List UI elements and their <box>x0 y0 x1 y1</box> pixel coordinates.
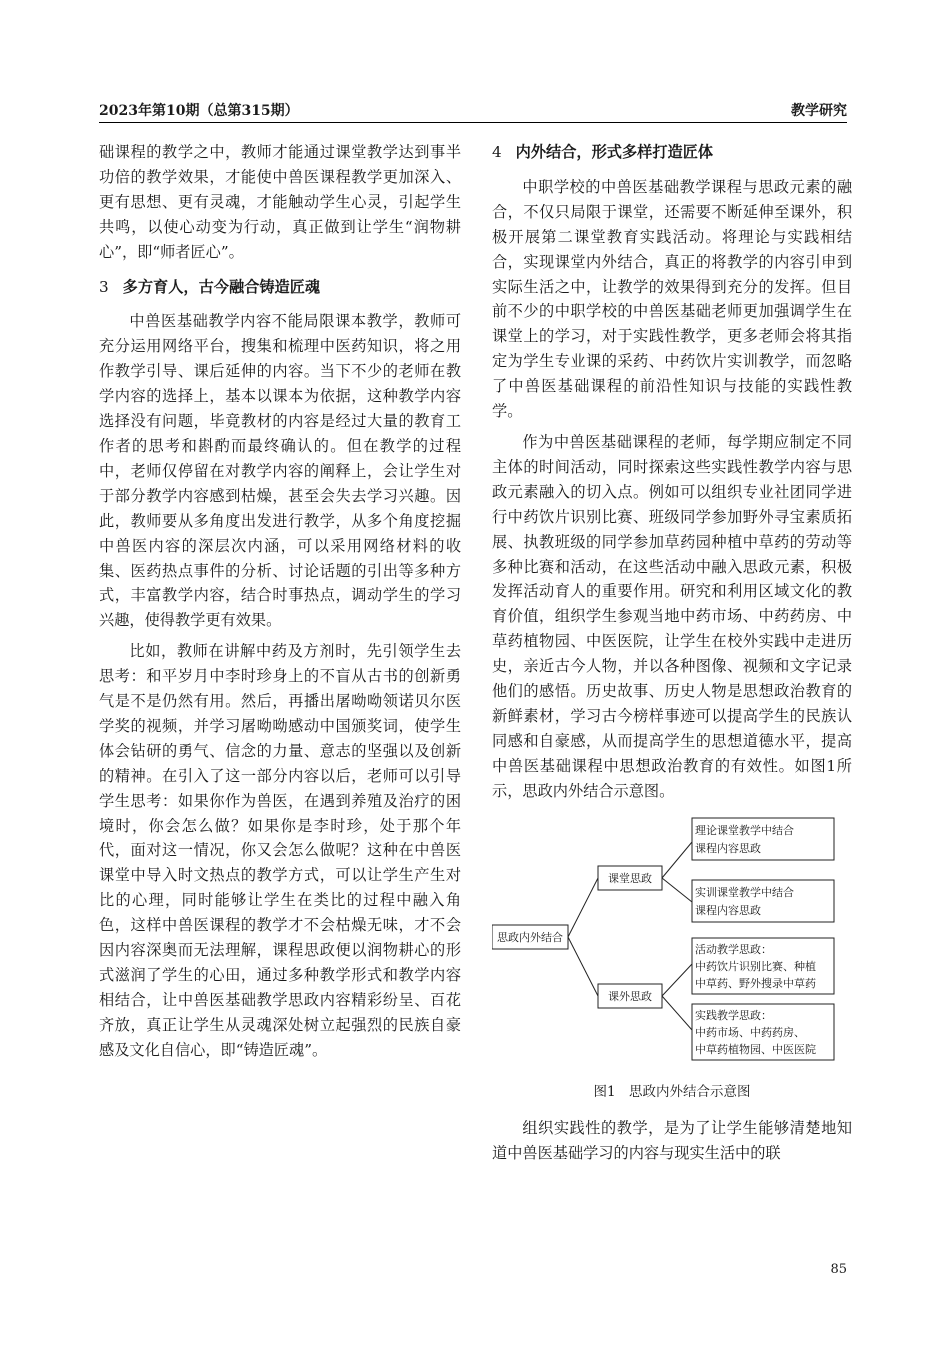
root-label: 思政内外结合 <box>497 930 563 944</box>
section-heading-3 <box>99 275 461 300</box>
leaf-4-line-2: 中药市场、中药药房、 <box>695 1025 805 1039</box>
branch-inner-label: 课堂思政 <box>608 871 652 885</box>
section-heading-4 <box>492 140 852 165</box>
running-header <box>99 100 847 122</box>
paragraph: 础课程的教学之中，教师才能通过课堂教学达到事半功倍的教学效果，才能使中兽医课程教学更加深入、更有思想、更有灵魂，才能触动学生心灵，引起学生共鸣，以使心动变为行动，真正做到让学生“润物耕心”，即“师者匠心”。 <box>99 143 461 261</box>
leaf-3-line-3: 中草药、野外搜录中草药 <box>695 976 816 990</box>
header-rule <box>99 122 847 123</box>
page-number: 85 <box>830 1262 847 1277</box>
paragraph: 组织实践性的教学，是为了让学生能够清楚地知道中兽医基础学习的内容与现实生活中的联 <box>492 1119 852 1163</box>
section-name: 教学研究 <box>791 103 847 119</box>
paragraph: 作为中兽医基础课程的老师，每学期应制定不同主体的时间活动，同时探索这些实践性教学内容与思政元素融入的切入点。例如可以组织专业社团同学进行中药饮片识别比赛、班级同学参加野外寻宝素质拓展、执教班级的同学参加草药园种植中草药的劳动等多种比赛和活动，在这些活动中融入思政元素，积极发挥活动育人的重要作用。研究和利用区域文化的教育价值，组织学生参观当地中药市场、中药药房、中草药植物园、中医医院，让学生在校外实践中走进历史，亲近古今人物，并以各种图像、视频和文字记录他们的感悟。历史故事、历史人物是思想政治教育的新鲜素材，学习古今榜样事迹可以提高学生的民族认同感和自豪感，从而提高学生的思想道德水平，提高中兽医基础课程中思想政治教育的有效性。如图1所示，思政内外结合示意图。 <box>492 432 852 800</box>
section-title: 多方育人，古今融合铸造匠魂 <box>122 277 321 296</box>
leaf-3-line-2: 中药饮片识别比赛、种植 <box>695 959 816 973</box>
leaf-4-line-1: 实践教学思政： <box>695 1008 772 1022</box>
figure-diagram <box>492 812 852 1074</box>
left-column <box>99 140 461 1063</box>
leaf-2-line-2: 课程内容思政 <box>695 903 761 917</box>
concept-tree-diagram <box>492 812 852 1074</box>
section-number: 3 <box>99 277 109 296</box>
paragraph: 中职学校的中兽医基础教学课程与思政元素的融合，不仅只局限于课堂，还需要不断延伸至课外，积极开展第二课堂教育实践活动。将理论与实践相结合，实现课堂内外结合，真正的将教学的内容引申到实际生活之中，让教学的效果得到充分的发挥。但目前不少的中职学校的中兽医基础老师更加强调学生在课堂上的学习，对于实践性教学，更多老师会将其指定为学生专业课的采药、中药饮片实训教学，而忽略了中兽医基础课程的前沿性知识与技能的实践性教学。 <box>492 177 852 421</box>
leaf-1-line-1: 理论课堂教学中结合 <box>695 823 794 837</box>
leaf-3-line-1: 活动教学思政： <box>695 942 772 956</box>
branch-outer-label: 课外思政 <box>608 989 652 1003</box>
right-column <box>492 140 852 1166</box>
journal-issue: 2023年第10期（总第315期） <box>99 103 299 119</box>
leaf-1-line-2: 课程内容思政 <box>695 841 761 855</box>
section-title: 内外结合，形式多样打造匠体 <box>515 143 714 161</box>
leaf-4-line-3: 中草药植物园、中医医院 <box>695 1042 816 1056</box>
paragraph: 比如，教师在讲解中药及方剂时，先引领学生去思考：和平岁月中李时珍身上的不盲从古书的创新勇气是不是仍然有用。然后，再播出屠呦呦领诺贝尔医学奖的视频，并学习屠呦呦感动中国颁奖词，使学生体会钻研的勇气、信念的力量、意志的坚强以及创新的精神。在引入了这一部分内容以后，老师可以引导学生思考：如果你作为兽医，在遇到养殖及治疗的困境时，你会怎么做？如果你是李时珍，处于那个年代，面对这一情况，你又会怎么做呢？这种在中兽医课堂中导入时文热点的教学方式，可以让学生产生对比的心理，同时能够让学生在类比的过程中融入角色，这样中兽医课程的教学才不会枯燥无味，才不会因内容深奥而无法理解，课程思政便以润物耕心的形式滋润了学生的心田，通过多种教学形式和教学内容相结合，让中兽医基础教学思政内容精彩纷呈、百花齐放，真正让学生从灵魂深处树立起强烈的民族自豪感及文化自信心，即“铸造匠魂”。 <box>99 642 461 1059</box>
paragraph: 中兽医基础教学内容不能局限课本教学，教师可充分运用网络平台，搜集和梳理中医药知识，将之用作教学引导、课后延伸的内容。当下不少的老师在教学内容的选择上，基本以课本为依据，这种教学内容选择没有问题，毕竟教材的内容是经过大量的教育工作者的思考和斟酌而最终确认的。但在教学的过程中，老师仅停留在对教学内容的阐释上，会让学生对于部分教学内容感到枯燥，甚至会失去学习兴趣。因此，教师要从多角度出发进行教学，从多个角度挖掘中兽医内容的深层次内涵，可以采用网络材料的收集、医药热点事件的分析、讨论话题的引出等多种方式，丰富教学内容，结合时事热点，调动学生的学习兴趣，使得教学更有效果。 <box>99 312 461 630</box>
section-number: 4 <box>492 143 502 161</box>
figure-caption: 图1 思政内外结合示意图 <box>593 1083 751 1100</box>
leaf-2-line-1: 实训课堂教学中结合 <box>695 885 794 899</box>
